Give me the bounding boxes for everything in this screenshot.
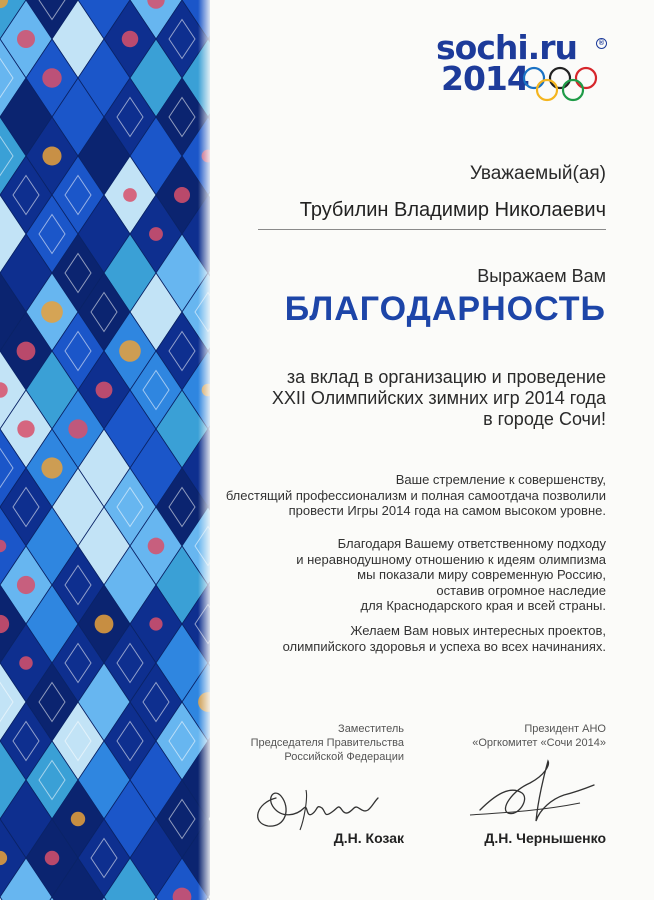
paragraph-excellence bbox=[226, 472, 606, 519]
signatory-right-name: Д.Н. Чернышенко bbox=[484, 830, 606, 846]
title-line: Российской Федерации bbox=[284, 751, 404, 763]
paragraph-line: оставив огромное наследие bbox=[436, 582, 606, 598]
recipient-name: Трубилин Владимир Николаевич bbox=[299, 199, 606, 221]
title-line: Президент АНО bbox=[524, 723, 606, 735]
paragraph-legacy bbox=[296, 536, 606, 614]
paragraph-line: Желаем Вам новых интересных проектов, bbox=[350, 623, 606, 638]
olympic-rings-icon bbox=[522, 66, 600, 102]
headline-thanks: БЛАГОДАРНОСТЬ bbox=[284, 290, 606, 328]
express-line: Выражаем Вам bbox=[477, 266, 606, 286]
logo-sochi-ru: sochi.ru bbox=[436, 28, 577, 67]
paragraph-line: олимпийского здоровья и успеха во всех начинаниях. bbox=[282, 638, 606, 654]
pattern-fade-edge bbox=[198, 0, 212, 900]
signatory-right-title bbox=[472, 722, 606, 750]
name-underline bbox=[258, 229, 606, 230]
title-line: Заместитель bbox=[338, 723, 404, 735]
sochi-2014-logo bbox=[436, 30, 616, 102]
title-line: Председателя Правительства bbox=[250, 737, 404, 749]
paragraph-line: Благодаря Вашему ответственному подходу bbox=[337, 536, 606, 551]
title-line: «Оргкомитет «Сочи 2014» bbox=[472, 737, 606, 749]
salutation: Уважаемый(ая) bbox=[469, 163, 606, 184]
paragraph-line: блестящий профессионализм и полная самоотдача позволили bbox=[225, 487, 606, 503]
logo-year: 2014 bbox=[441, 59, 529, 98]
paragraph-line: мы показали миру современную Россию, bbox=[357, 567, 606, 582]
contribution-text bbox=[272, 367, 606, 430]
signatory-left-name: Д.Н. Козак bbox=[333, 830, 404, 846]
paragraph-line: Ваше стремление к совершенству, bbox=[395, 472, 606, 487]
contribution-line: XXII Олимпийских зимних игр 2014 года bbox=[271, 388, 606, 408]
paragraph-wishes bbox=[283, 623, 606, 654]
paragraph-line: для Краснодарского края и всей страны. bbox=[360, 598, 606, 613]
contribution-line: за вклад в организацию и проведение bbox=[286, 367, 606, 387]
paragraph-line: и неравнодушному отношению к идеям олимпизма bbox=[296, 551, 606, 567]
signature-chernyshenko-icon bbox=[460, 755, 600, 835]
signatory-left-title bbox=[251, 722, 404, 764]
paragraph-line: провести Игры 2014 года на самом высоком уровне. bbox=[288, 503, 606, 518]
contribution-line: в городе Сочи! bbox=[483, 409, 606, 429]
registered-mark: ® bbox=[596, 38, 607, 49]
decorative-patchwork-pattern bbox=[0, 0, 210, 900]
